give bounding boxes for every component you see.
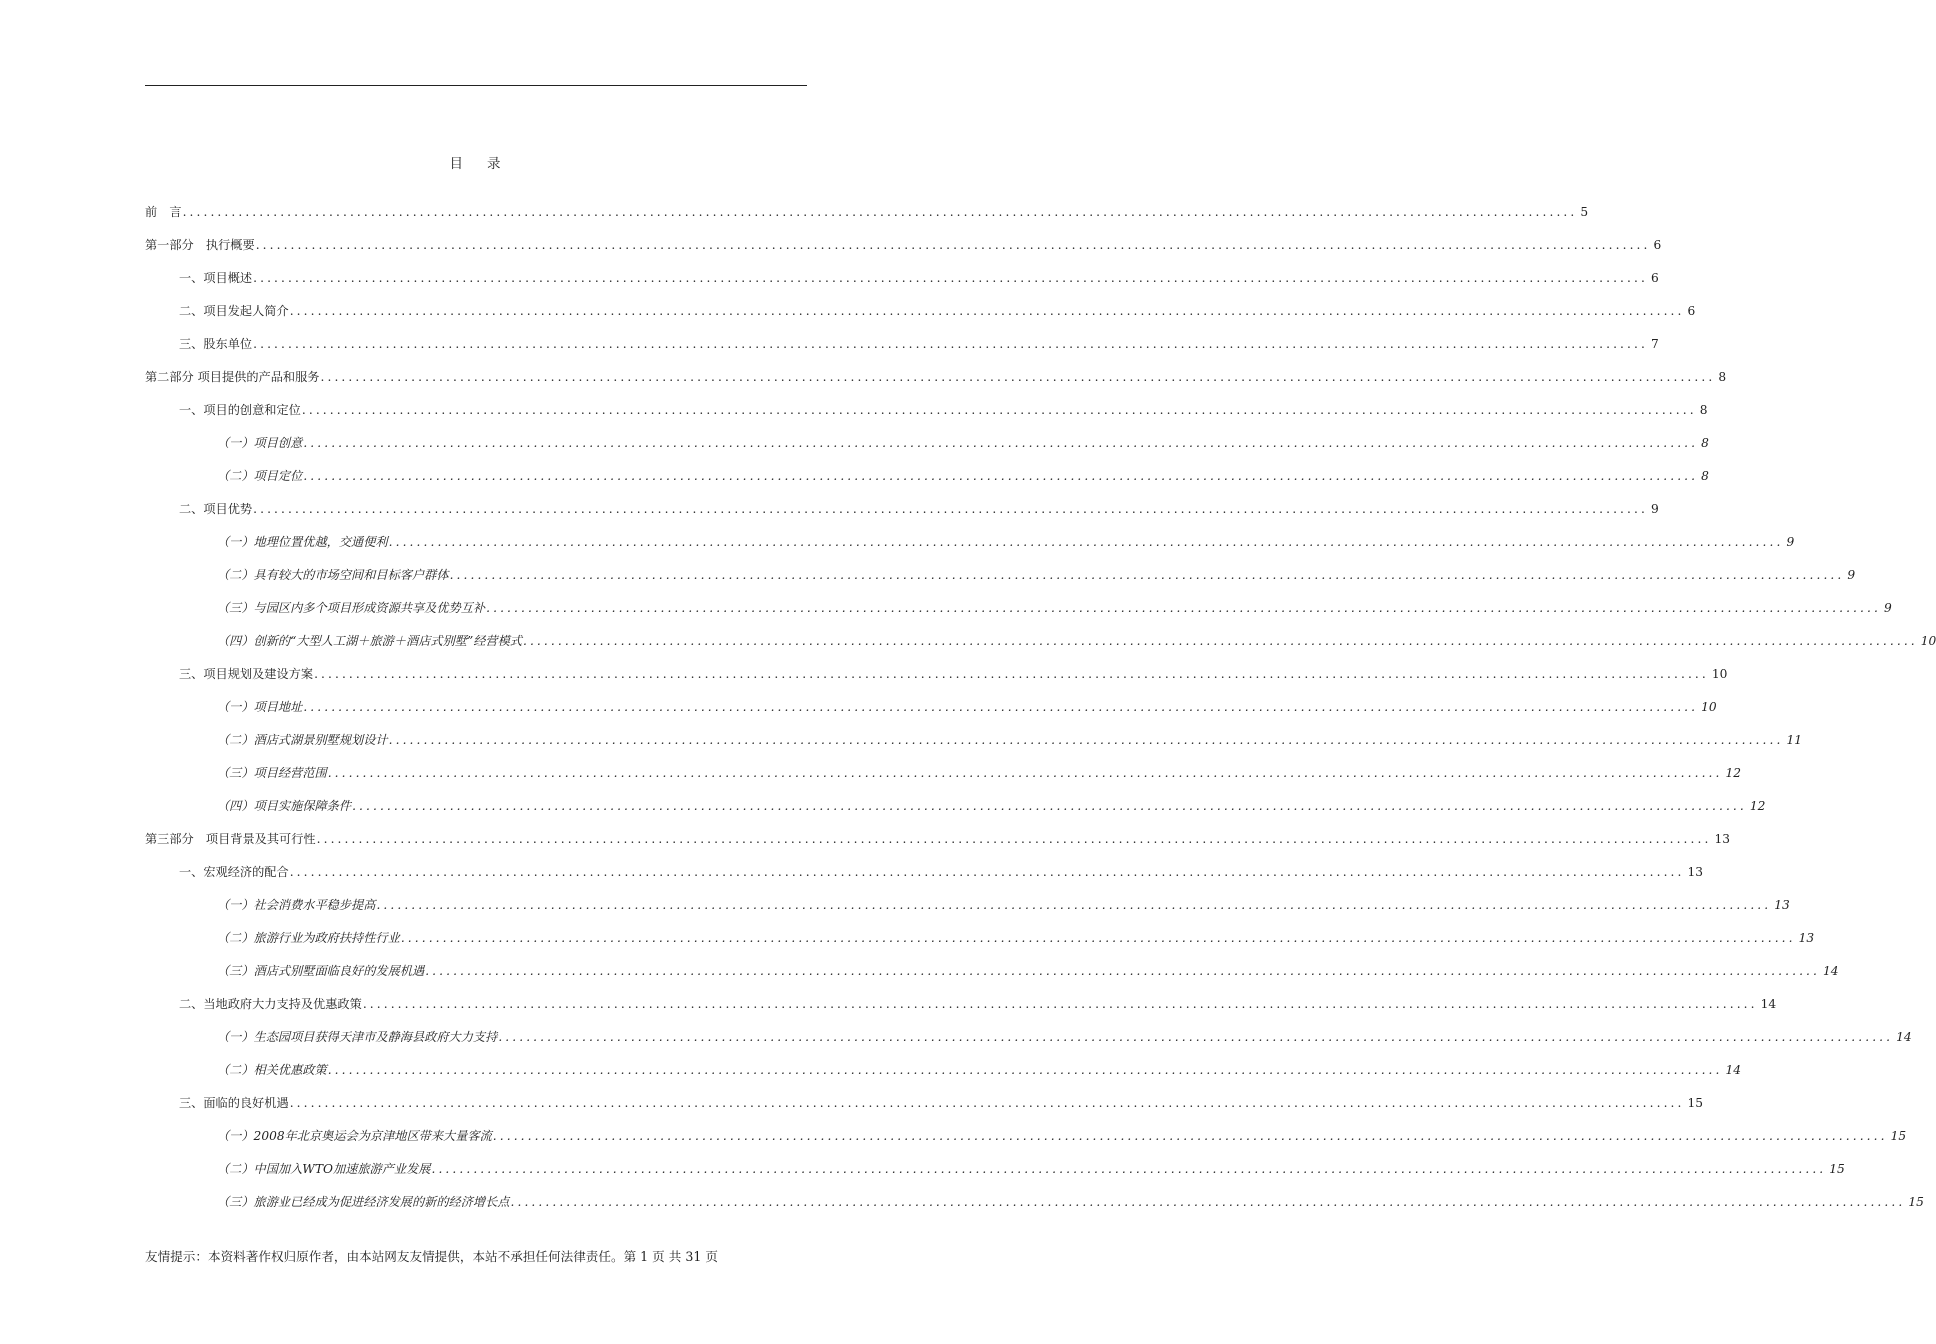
toc-entry[interactable] (145, 1127, 1907, 1160)
toc-entry[interactable] (145, 434, 1709, 467)
toc-entry-title: 三、面临的良好机遇 (179, 1096, 289, 1110)
toc-leader-dots: ........................................................................................................................................................................................................ (425, 964, 1820, 978)
toc-entry[interactable] (145, 236, 1662, 269)
toc-entry-page: 9 (1786, 535, 1795, 549)
toc-entry[interactable] (145, 863, 1704, 896)
toc-leader-dots: ........................................................................................................................................................................................................ (376, 898, 1772, 912)
toc-entry-title: 一、项目的创意和定位 (179, 403, 301, 417)
toc-entry-title: （三）旅游业已经成为促进经济发展的新的经济增长点 (217, 1195, 510, 1209)
toc-leader-dots: ........................................................................................................................................................................................................ (327, 766, 1723, 780)
toc-entry-title: 二、项目发起人简介 (179, 304, 289, 318)
toc-entry[interactable] (145, 632, 1936, 665)
toc-entry-title: （一）地理位置优越，交通便利 (217, 535, 388, 549)
toc-entry-title: （一）2008年北京奥运会为京津地区带来大量客流 (217, 1129, 492, 1143)
toc-leader-dots: ........................................................................................................................................................................................................ (289, 304, 1685, 318)
toc-entry-title: 三、项目规划及建设方案 (179, 667, 314, 681)
footer-notice: 友情提示：本资料著作权归原作者，由本站网友友情提供，本站不承担任何法律责任。第 1 页 共 31 页 (145, 1249, 718, 1264)
toc-entry-page: 15 (1908, 1195, 1924, 1209)
toc-entry-page: 15 (1890, 1129, 1907, 1143)
toc-leader-dots: ........................................................................................................................................................................................................ (303, 469, 1699, 483)
toc-entry-page: 11 (1786, 733, 1802, 747)
toc-entry-title: （二）项目定位 (217, 469, 303, 483)
toc-entry-title: （一）项目创意 (217, 436, 303, 450)
toc-entry-title: （三）酒店式别墅面临良好的发展机遇 (217, 964, 425, 978)
toc-entry-title: （四）项目实施保障条件 (217, 799, 352, 813)
toc-leader-dots: ........................................................................................................................................................................................................ (255, 238, 1651, 252)
toc-leader-dots: ........................................................................................................................................................................................................ (320, 370, 1716, 384)
toc-entry-title: 第一部分 执行概要 (145, 238, 255, 252)
toc-entry[interactable] (145, 896, 1790, 929)
toc-title-char-1: 目 (449, 156, 463, 172)
toc-entry-page: 13 (1798, 931, 1815, 945)
toc-leader-dots: ........................................................................................................................................................................................................ (492, 1129, 1888, 1143)
toc-leader-dots: ........................................................................................................................................................................................................ (498, 1030, 1894, 1044)
toc-leader-dots: ........................................................................................................................................................................................................ (253, 337, 1648, 351)
toc-entry[interactable] (145, 599, 1892, 632)
toc-entry[interactable] (145, 665, 1728, 698)
toc-entry-page: 14 (1896, 1030, 1912, 1044)
toc-entry[interactable] (145, 764, 1742, 797)
toc-leader-dots: ........................................................................................................................................................................................................ (289, 1096, 1685, 1110)
toc-entry-page: 8 (1699, 403, 1708, 417)
toc-entry-title: 二、项目优势 (179, 502, 253, 516)
toc-entry[interactable] (145, 203, 1589, 236)
header-rule (145, 85, 807, 86)
toc-leader-dots: ........................................................................................................................................................................................................ (253, 271, 1648, 285)
toc-leader-dots: ........................................................................................................................................................................................................ (327, 1063, 1723, 1077)
toc-leader-dots: ........................................................................................................................................................................................................ (362, 997, 1758, 1011)
toc-entry[interactable] (145, 698, 1717, 731)
toc-entry-page: 5 (1580, 205, 1589, 219)
toc-entry-page: 12 (1725, 766, 1742, 780)
toc-leader-dots: ........................................................................................................................................................................................................ (486, 601, 1881, 615)
toc-entry[interactable] (145, 1193, 1924, 1226)
toc-entry-page: 12 (1749, 799, 1766, 813)
toc-entry-title: （一）生态园项目获得天津市及静海县政府大力支持 (217, 1030, 498, 1044)
toc-entry[interactable] (145, 302, 1696, 335)
toc-entry-page: 15 (1687, 1096, 1704, 1110)
toc-entry-page: 10 (1711, 667, 1728, 681)
toc-leader-dots: ........................................................................................................................................................................................................ (431, 1162, 1827, 1176)
toc-entry[interactable] (145, 1061, 1742, 1094)
toc-entry[interactable] (145, 566, 1856, 599)
toc-leader-dots: ........................................................................................................................................................................................................ (182, 205, 1578, 219)
toc-entry-title: 前 言 (145, 205, 182, 219)
toc-entry-title: （二）旅游行业为政府扶持性行业 (217, 931, 400, 945)
toc-entry-title: 一、宏观经济的配合 (179, 865, 289, 879)
toc-entry-title: （一）项目地址 (217, 700, 303, 714)
toc-entry-page: 8 (1701, 436, 1709, 450)
toc-entry-page: 15 (1829, 1162, 1845, 1176)
toc-leader-dots: ........................................................................................................................................................................................................ (400, 931, 1796, 945)
toc-title-char-2: 录 (487, 156, 501, 172)
toc-entry-page: 13 (1774, 898, 1790, 912)
toc-entry-page: 13 (1714, 832, 1730, 846)
toc-entry-page: 14 (1725, 1063, 1742, 1077)
table-of-contents (145, 203, 1936, 1226)
toc-entry[interactable] (145, 797, 1766, 830)
toc-leader-dots: ........................................................................................................................................................................................................ (303, 700, 1699, 714)
toc-entry-title: （三）项目经营范围 (217, 766, 327, 780)
toc-entry[interactable] (145, 335, 1659, 368)
toc-entry[interactable] (145, 1160, 1845, 1193)
toc-leader-dots: ........................................................................................................................................................................................................ (303, 436, 1699, 450)
toc-entry[interactable] (145, 533, 1795, 566)
toc-leader-dots: ........................................................................................................................................................................................................ (316, 832, 1712, 846)
toc-leader-dots: ........................................................................................................................................................................................................ (289, 865, 1685, 879)
toc-entry[interactable] (145, 500, 1659, 533)
toc-entry-page: 6 (1650, 271, 1659, 285)
toc-leader-dots: ........................................................................................................................................................................................................ (522, 634, 1918, 648)
toc-entry[interactable] (145, 1094, 1704, 1127)
toc-entry[interactable] (145, 995, 1777, 1028)
toc-entry-title: （一）社会消费水平稳步提高 (217, 898, 376, 912)
toc-entry-page: 8 (1701, 469, 1709, 483)
toc-entry[interactable] (145, 368, 1727, 401)
toc-entry[interactable] (145, 929, 1815, 962)
toc-entry-page: 9 (1883, 601, 1892, 615)
toc-entry-page: 14 (1823, 964, 1839, 978)
toc-leader-dots: ........................................................................................................................................................................................................ (314, 667, 1709, 681)
toc-title (0, 152, 950, 172)
toc-leader-dots: ........................................................................................................................................................................................................ (388, 535, 1784, 549)
toc-entry[interactable] (145, 1028, 1912, 1061)
toc-entry-title: （三）与园区内多个项目形成资源共享及优势互补 (217, 601, 486, 615)
toc-entry-page: 13 (1687, 865, 1704, 879)
toc-entry-page: 6 (1687, 304, 1696, 318)
toc-entry-title: （二）中国加入WTO加速旅游产业发展 (217, 1162, 431, 1176)
toc-entry[interactable] (145, 962, 1839, 995)
toc-leader-dots: ........................................................................................................................................................................................................ (388, 733, 1784, 747)
toc-leader-dots: ........................................................................................................................................................................................................ (449, 568, 1845, 582)
toc-entry[interactable] (145, 269, 1659, 302)
toc-leader-dots: ........................................................................................................................................................................................................ (253, 502, 1648, 516)
toc-leader-dots: ........................................................................................................................................................................................................ (510, 1195, 1906, 1209)
toc-entry-title: 第二部分 项目提供的产品和服务 (145, 370, 320, 384)
toc-entry-title: （四）创新的“大型人工湖＋旅游＋酒店式别墅”经营模式 (217, 634, 522, 648)
toc-entry[interactable] (145, 467, 1709, 500)
toc-entry-page: 14 (1760, 997, 1777, 1011)
toc-entry-title: （二）相关优惠政策 (217, 1063, 327, 1077)
toc-entry-title: （二）酒店式湖景别墅规划设计 (217, 733, 388, 747)
toc-entry-page: 10 (1701, 700, 1717, 714)
toc-entry-title: 一、项目概述 (179, 271, 253, 285)
toc-entry-title: 三、股东单位 (179, 337, 253, 351)
toc-entry-page: 9 (1847, 568, 1856, 582)
toc-leader-dots: ........................................................................................................................................................................................................ (301, 403, 1697, 417)
toc-entry-page: 10 (1920, 634, 1936, 648)
toc-entry[interactable] (145, 830, 1730, 863)
toc-entry[interactable] (145, 401, 1708, 434)
toc-entry-title: （二）具有较大的市场空间和目标客户群体 (217, 568, 449, 582)
toc-leader-dots: ........................................................................................................................................................................................................ (352, 799, 1747, 813)
toc-entry-page: 6 (1653, 238, 1662, 252)
toc-entry[interactable] (145, 731, 1802, 764)
toc-entry-page: 9 (1650, 502, 1659, 516)
toc-entry-title: 二、当地政府大力支持及优惠政策 (179, 997, 362, 1011)
toc-entry-page: 7 (1650, 337, 1659, 351)
toc-entry-title: 第三部分 项目背景及其可行性 (145, 832, 316, 846)
toc-entry-page: 8 (1718, 370, 1727, 384)
